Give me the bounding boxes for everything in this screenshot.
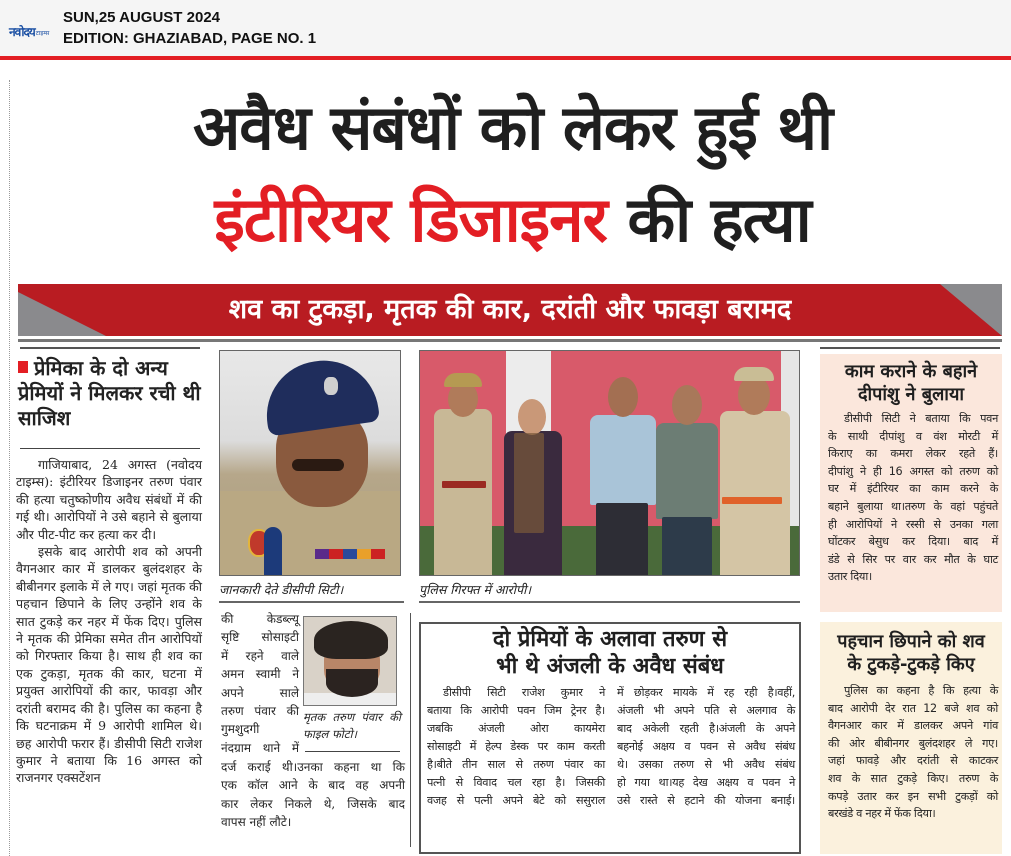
logo-sub-text: टाइम्स	[35, 30, 50, 37]
text-line: उतार दिया।	[828, 570, 872, 584]
column1-top-rule	[20, 347, 200, 349]
photo2-caption-rule	[419, 601, 800, 603]
text-line: अंजली भी अपने पति से अलगाव के	[617, 704, 795, 717]
text-line: वजह से पत्नी अपने बेटे को ससुराल	[427, 794, 605, 807]
text-line: पत्नी से विवाद चल रहा है। जिसकी	[427, 776, 605, 789]
banner-divider	[18, 339, 1002, 342]
photo-accused-man2	[656, 423, 718, 519]
heading-line: भी थे अंजली के अवैध संबंध	[496, 654, 724, 679]
right-column-top-rule	[820, 347, 1000, 349]
side-story-body	[16, 456, 202, 787]
text-line: डंडे से सिर पर वार कर मौत के घाट	[828, 552, 998, 566]
text-line: तरुण पंवार की	[221, 704, 299, 719]
heading-line: दो प्रेमियों के अलावा तरुण से	[492, 627, 728, 652]
headline-red-text: इंटीरियर डिजाइनर	[214, 183, 607, 256]
side-story-heading-text: प्रेमिका के दो अन्य प्रेमियों ने मिलकर रची थी साजिश	[18, 356, 201, 430]
boxed-story-heading	[421, 626, 799, 680]
newspaper-page	[0, 64, 1011, 856]
text-line: बाद अकेली रहती है।अंजली के अपने	[617, 722, 795, 735]
photo-belt	[442, 481, 486, 488]
side-story-heading	[18, 356, 203, 431]
edition-header	[0, 0, 1011, 60]
photo-head	[738, 375, 770, 415]
text-line: में छोड़कर मायके में रह रही है।वहीं,	[617, 686, 795, 699]
photo-hair	[314, 621, 388, 659]
text-line: पुलिस का कहना है कि हत्या के	[844, 684, 998, 697]
text-line: किराए का कमरा लेकर रहते हैं।	[828, 447, 998, 461]
text-line: दर्ज कराई थी।उनका कहना था कि	[221, 760, 405, 774]
text-line: वैगनआर कार में डालकर अपने गांव	[828, 719, 998, 733]
sidebar-story-dismembered-body	[828, 682, 998, 823]
text-line: दीपांशु ने ही 16 अगस्त को तरुण को	[828, 464, 998, 478]
text-line: बहाने बुलाया था।तरुण के वहां पहुंचते	[828, 499, 998, 513]
photo-policeman	[720, 411, 790, 576]
boxed-story-left-column	[427, 684, 605, 810]
text-line: जहां फावड़े और दरांती से काटकर	[828, 754, 998, 768]
page-left-border	[9, 80, 10, 856]
text-line: में रहने वाले	[221, 648, 299, 663]
text-line: बाद आरोपी देर रात 12 बजे शव को	[828, 701, 998, 715]
photo-jeans	[662, 517, 712, 576]
text-line: वापस नहीं लौटे।	[221, 815, 292, 830]
heading-line: काम कराने के बहाने	[844, 361, 978, 382]
side-story-para2: इसके बाद आरोपी शव को अपनी वैगनआर कार में डालकर बुलंदशहर के बीबीनगर इलाके में ले गए। जहां मृतक की पहचान छिपाने के लिए उन्होंने शव के सात टुकड़े कर नहर में फेंक दिए। पुलिस ने मृतक की प्रेमिका समेत तीन आरोपियों को गिरफ्तार किया है। साथ ही शव का एक टुकड़ा, मृतक की कार, घटना में प्रयुक्त आरोपियों की कार, फावड़ा और दरांती बरामद की है। पुलिस का कहना है कि घटनाक्रम में 9 आरोपी शामिल थे। छह आरोपी फरार हैं। डीसीपी सिटी राजेश कुमार ने बताया कि 16 अगस्त को राजनगर एक्सटेंशन	[16, 544, 202, 786]
text-line: है।बीते तीन साल से तरुण पंवार का	[427, 758, 605, 771]
subheadline-text: शव का टुकड़ा, मृतक की कार, दरांती और फावड़ा बरामद	[228, 294, 792, 325]
text-line: कपड़े उतार कर इन सभी टुकड़ों को	[828, 789, 998, 803]
text-line: के साथी दीपांशु व वंश मोरटी में	[828, 429, 998, 443]
continuation-narrow-text	[221, 610, 299, 757]
text-line: बताया कि आरोपी पवन जिम ट्रेनर है।	[427, 704, 605, 717]
text-line: हो गया था।यह देख अक्षय व पवन ने	[617, 776, 795, 789]
photo-police-cap	[444, 373, 482, 387]
text-line: उसे रास्ते से हटाने की योजना बनाई।	[617, 794, 795, 807]
photo-accused-in-custody	[419, 350, 800, 576]
photo-accused-man1	[590, 415, 656, 505]
photo-beret	[260, 354, 380, 437]
photo-trousers	[596, 503, 648, 576]
subheadline-banner	[18, 284, 1002, 336]
photo-head	[608, 377, 638, 417]
photo1-caption-rule	[219, 601, 404, 603]
sidebar-story-dismembered	[820, 622, 1002, 854]
microphone-icon	[264, 527, 282, 576]
photo-medal-ribbons	[315, 549, 385, 559]
photo3-caption-rule	[305, 751, 400, 752]
text-line: डीसीपी सिटी राजेश कुमार ने	[443, 686, 605, 699]
text-line: अमन स्वामी ने	[221, 667, 299, 682]
text-line: अपने साले	[221, 685, 299, 700]
sidebar-story-lured-heading	[820, 360, 1002, 406]
photo-police-cap	[734, 367, 774, 381]
main-headline-line1: अवैध संबंधों को लेकर हुई थी	[192, 91, 833, 164]
text-line: की केडब्ल्यू	[221, 612, 299, 626]
photo-scarf	[514, 433, 544, 533]
continuation-wide-text	[221, 758, 405, 832]
photo-head	[672, 385, 702, 425]
text-line: बरखंडे व नहर में फेंक दिया।	[828, 807, 936, 821]
photo-victim-file	[303, 616, 397, 706]
photo-dcp-city	[219, 350, 401, 576]
text-line: शव के सात टुकड़े किए। तरुण के	[828, 771, 998, 785]
sidebar-story-lured	[820, 354, 1002, 612]
main-headline-line2	[20, 180, 1005, 260]
text-line: एक कॉल आने के बाद वह अपनी	[221, 778, 405, 793]
heading-line: पहचान छिपाने को शव	[837, 631, 985, 652]
text-line: गुमशुदगी	[221, 722, 260, 737]
red-square-bullet-icon	[18, 361, 28, 373]
text-line: डीसीपी सिटी ने बताया कि पवन	[844, 412, 998, 425]
photo2-caption: पुलिस गिरफ्त में आरोपी।	[419, 582, 532, 597]
column-divider	[410, 613, 411, 847]
photo-cap-badge	[324, 377, 338, 395]
sidebar-story-dismembered-heading	[820, 630, 1002, 676]
newspaper-logo	[9, 20, 53, 38]
photo-policewoman	[434, 409, 492, 576]
photo3-caption: मृतक तरुण पंवार की फाइल फोटो।	[303, 710, 401, 741]
photo-belt	[722, 497, 782, 504]
sidebar-story-lured-body	[828, 410, 998, 586]
photo1-caption: जानकारी देते डीसीपी सिटी।	[219, 582, 344, 597]
photo-head	[518, 399, 546, 435]
text-line: कार लेकर निकले थे, जिसके बाद	[221, 796, 405, 811]
photo-mustache	[292, 459, 344, 471]
text-line: ही आरोपियों ने रस्सी से उनका गला	[828, 517, 998, 531]
text-line: सृष्टि सोसाइटी	[221, 630, 299, 645]
boxed-story	[419, 622, 801, 854]
side-heading-rule	[20, 448, 200, 449]
text-line: जबकि अंजली ओरा कायमेरा	[427, 722, 605, 735]
boxed-story-right-column	[617, 684, 795, 810]
side-story-para1: गाजियाबाद, 24 अगस्त (नवोदय टाइम्स): इंटीरियर डिजाइनर तरुण पंवार की हत्या चतुष्कोणीय अवैध संबंधों में की गई थी। आरोपियों ने उसे बहाने से बुलाया और पीट-पीट कर हत्या कर दी।	[16, 457, 202, 542]
heading-line: दीपांशु ने बुलाया	[857, 384, 965, 405]
text-line: सोसाइटी में हेल्प डेस्क पर काम करती	[427, 740, 605, 753]
text-line: घोंटकर बेसुध कर दिया। बाद में	[828, 535, 998, 549]
logo-main-text: नवोदय	[9, 25, 35, 39]
text-line: की ओर बीबीनगर बुलंदशहर ले गए।	[828, 736, 998, 750]
edition-date: SUN,25 AUGUST 2024	[63, 9, 221, 26]
text-line: नंदग्राम थाने में	[221, 740, 299, 755]
photo-beard	[326, 669, 378, 697]
edition-info: EDITION: GHAZIABAD, PAGE NO. 1	[63, 30, 317, 47]
headline-black-text: की हत्या	[627, 183, 811, 256]
heading-line: के टुकड़े-टुकड़े किए	[847, 654, 975, 675]
text-line: घर में इंटीरियर का काम करने के	[828, 482, 998, 496]
text-line: थे। उसका तरुण से भी अवैध संबंध	[617, 758, 795, 771]
text-line: बहनोई अक्षय व पवन से अवैध संबंध	[617, 740, 795, 753]
